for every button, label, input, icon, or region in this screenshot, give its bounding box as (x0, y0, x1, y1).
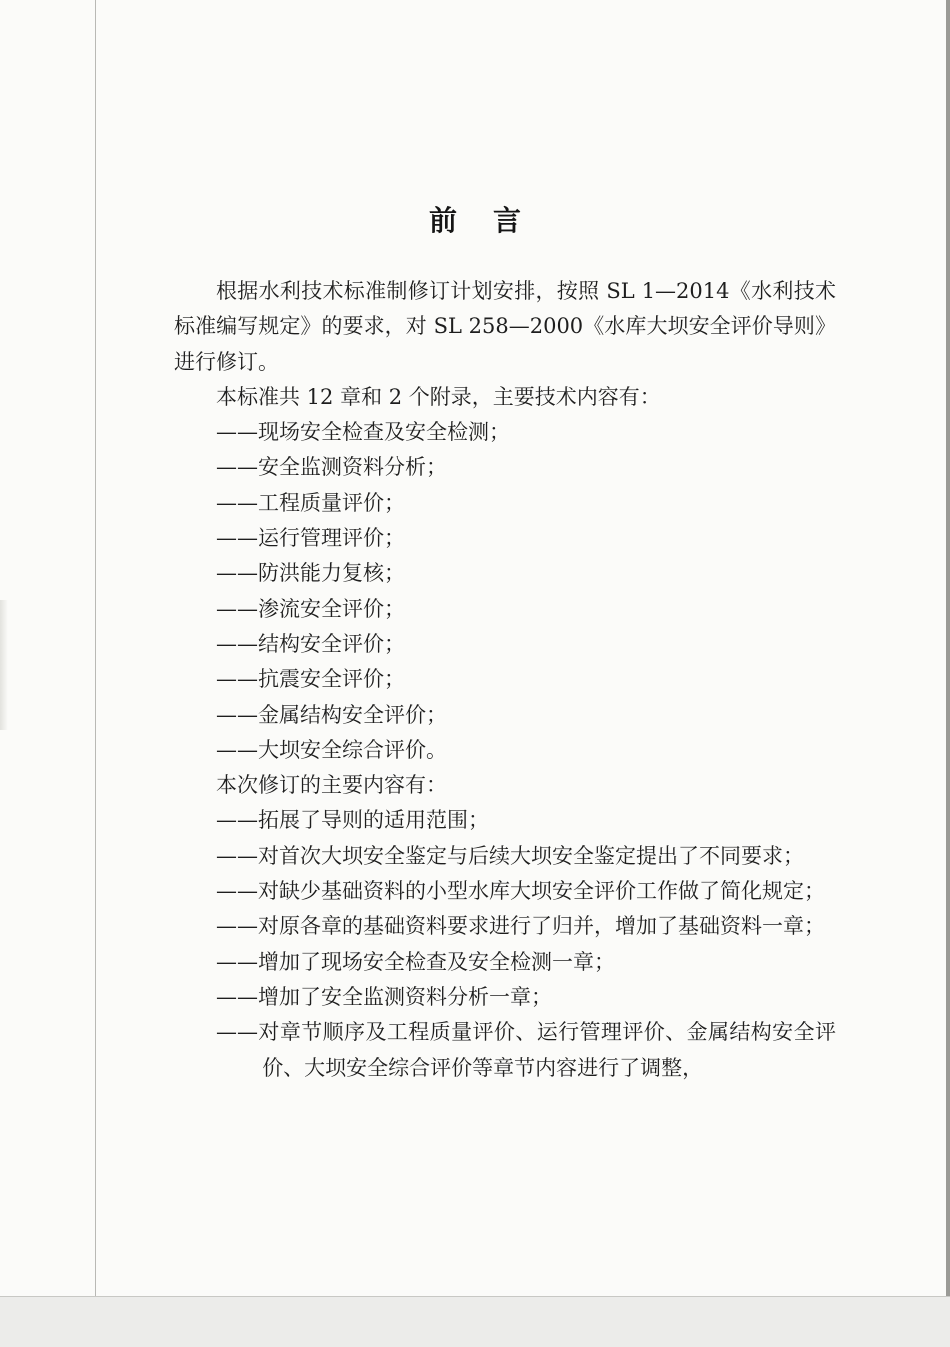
revision-heading: 本次修订的主要内容有： (216, 773, 447, 798)
list-item: ——增加了现场安全检查及安全检测一章； (216, 949, 615, 974)
list-item: ——运行管理评价； (216, 526, 405, 551)
list-item: ——拓展了导则的适用范围； (216, 808, 489, 833)
page-shadow (0, 600, 8, 730)
list-item: ——结构安全评价； (216, 631, 405, 656)
binding-line (95, 0, 96, 1300)
list-item: ——大坝安全综合评价。 (216, 737, 447, 762)
page-title: 前言 (428, 203, 557, 237)
list-item: ——对原各章的基础资料要求进行了归并，增加了基础资料一章； (216, 914, 825, 939)
list-item: ——对首次大坝安全鉴定与后续大坝安全鉴定提出了不同要求； (216, 843, 804, 868)
list-item: ——渗流安全评价； (216, 596, 405, 621)
scanner-bed (0, 1296, 950, 1347)
list-item: ——防洪能力复核； (216, 561, 405, 586)
list-item: ——工程质量评价； (216, 490, 405, 515)
list-item: ——增加了安全监测资料分析一章； (216, 984, 552, 1009)
intro-paragraph: 根据水利技术标准制修订计划安排，按照 SL 1—2014《水利技术标准编写规定》的要求，对 SL 258—2000《水库大坝安全评价导则》进行修订。 (174, 279, 836, 374)
list-item: ——抗震安全评价； (216, 667, 405, 692)
list-item: ——安全监测资料分析； (216, 455, 447, 480)
list-item: ——现场安全检查及安全检测； (216, 420, 510, 445)
list-item: ——对缺少基础资料的小型水库大坝安全评价工作做了简化规定； (216, 879, 825, 904)
contents-heading: 本标准共 12 章和 2 个附录，主要技术内容有： (216, 384, 661, 409)
list-item: ——金属结构安全评价； (216, 702, 447, 727)
document-body (174, 274, 836, 1086)
list-item: ——对章节顺序及工程质量评价、运行管理评价、金属结构安全评价、大坝安全综合评价等章节内容进行了调整， (216, 1020, 836, 1080)
